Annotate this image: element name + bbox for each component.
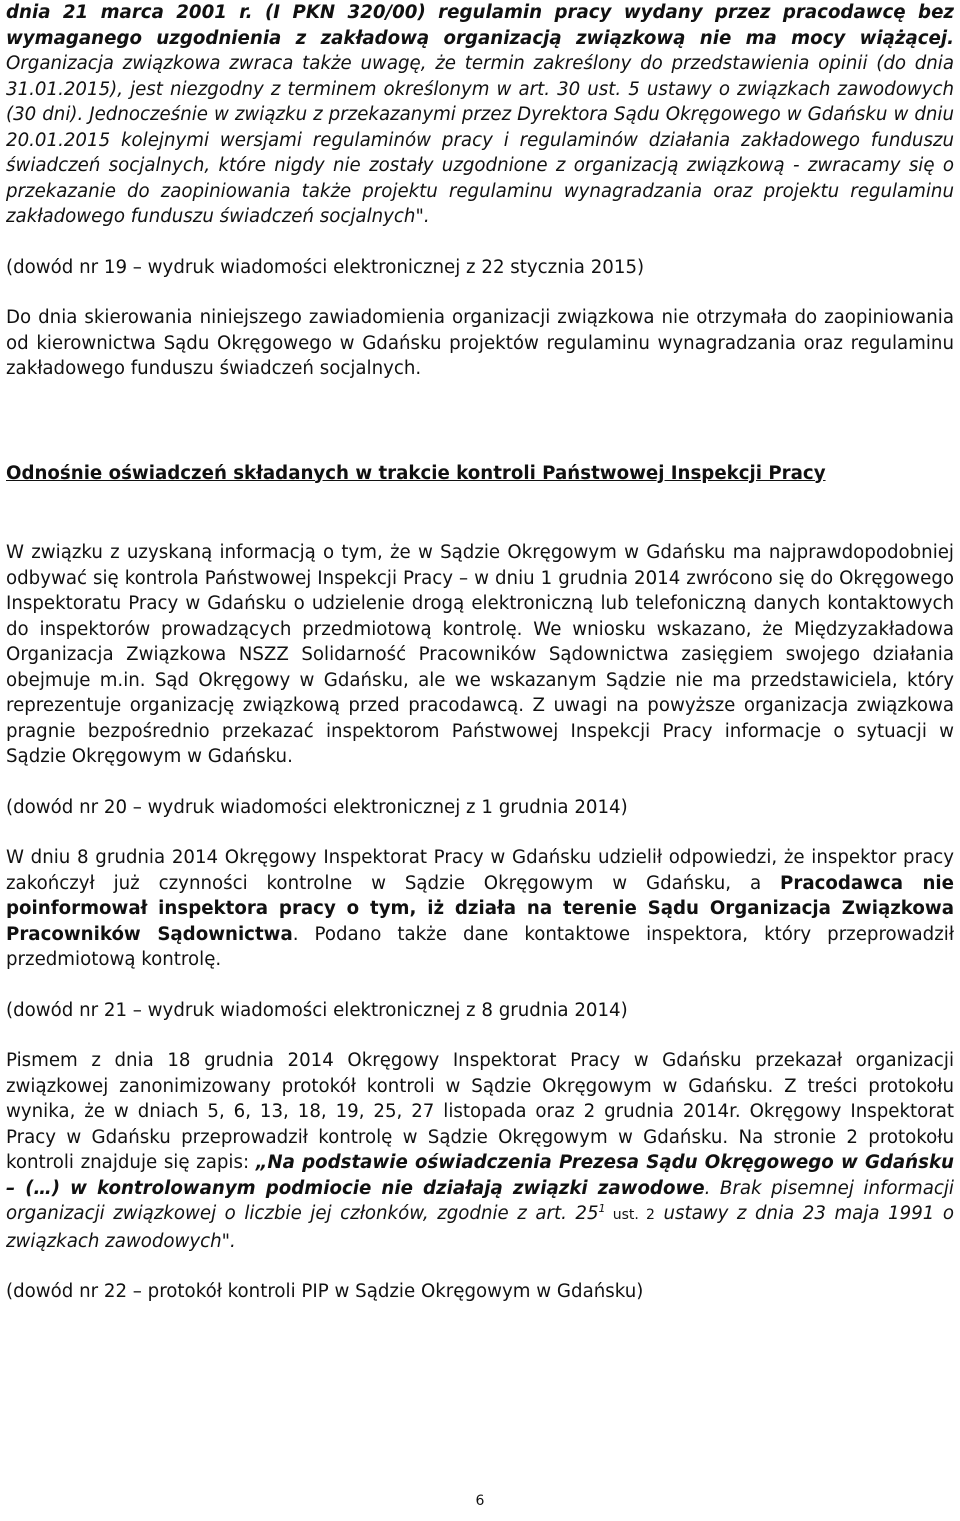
paragraph-quote-continuation — [6, 0, 954, 230]
paragraph-pip-reply — [6, 845, 954, 973]
paragraph-protocol — [6, 1048, 954, 1254]
protocol-quote-italic-2: ustawy z dnia 23 maja 1991 o związkach zawodowych". — [6, 1203, 954, 1252]
document-body — [6, 0, 954, 1305]
protocol-quote-bold: „Na podstawie oświadczenia Prezesa Sądu Okręgowego w Gdańsku – (…) w kontrolowanym podmiocie nie działają związki zawodowe — [6, 1152, 954, 1199]
protocol-quote-italic-1: . Brak pisemnej informacji organizacji związkowej o liczbie jej członków, zgodnie z art. 25 — [6, 1177, 954, 1224]
protocol-small-text: ust. 2 — [605, 1207, 655, 1223]
quote-italic-part: Organizacja związkowa zwraca także uwagę, że termin zakreślony do przedstawienia opinii (do dnia 31.01.2015), jest niezgodny z terminem określonym w art. 30 ust. 5 ustawy o związkach zawodowych (30 dni). Jednocześnie w związku z przekazanymi przez Dyrektora Sądu Okręgowego w Gdańsku w dniu 20.01.2015 kolejnymi wersjami regulaminów pracy i regulaminów działania zakładowego funduszu świadczeń socjalnych, które nigdy nie zostały uzgodnione z organizacją związkową - zwracamy się o przekazanie do zaopiniowania także projektu regulaminu wynagradzania oraz projektu regulaminu zakładowego funduszu świadczeń socjalnych". — [6, 53, 954, 227]
proof-20: (dowód nr 20 – wydruk wiadomości elektronicznej z 1 grudnia 2014) — [6, 796, 628, 818]
reply-text-2: . Podano także dane kontaktowe inspektora, który przeprowadził przedmiotową kontrolę. — [6, 923, 954, 970]
proof-19: (dowód nr 19 – wydruk wiadomości elektronicznej z 22 stycznia 2015) — [6, 256, 645, 278]
reply-bold-text: Pracodawca nie poinformował inspektora pracy o tym, iż działa na terenie Sądu Organizacja Związkowa Pracowników Sądownictwa — [6, 872, 954, 945]
reply-text-1: W dniu 8 grudnia 2014 Okręgowy Inspektorat Pracy w Gdańsku udzielił odpowiedzi, że inspektor pracy zakończył już czynności kontrolne w Sądzie Okręgowym w Gdańsku, a — [6, 847, 954, 894]
paragraph-pip-request: W związku z uzyskaną informacją o tym, że w Sądzie Okręgowym w Gdańsku ma najprawdopodobniej odbywać się kontrola Państwowej Inspekcji Pracy – w dniu 1 grudnia 2014 zwrócono się do Okręgowego Inspektoratu Pracy w Gdańsku o udzielenie drogą elektroniczną lub telefoniczną danych kontaktowych do inspektorów prowadzących przedmiotową kontrolę. We wniosku wskazano, że Międzyzakładowa Organizacja Związkowa NSZZ Solidarność Pracowników Sądownictwa zasięgiem swojego działania obejmuje m.in. Sąd Okręgowy w Gdańsku, ale we wskazanym Sądzie nie ma przedstawiciela, który reprezentuje organizację związkową przed pracodawcą. Z uwagi na powyższe organizacja związkowa pragnie bezpośrednio przekazać inspektorom Państwowej Inspekcji Pracy informacje o sytuacji w Sądzie Okręgowym w Gdańsku. — [6, 542, 954, 767]
quote-bold-part: dnia 21 marca 2001 r. (I PKN 320/00) regulamin pracy wydany przez pracodawcę bez wymaganego uzgodnienia z zakładową organizacją związkową nie ma mocy wiążącej. — [6, 2, 954, 49]
page-number: 6 — [475, 1493, 485, 1509]
paragraph-no-opinion: Do dnia skierowania niniejszego zawiadomienia organizacji związkowa nie otrzymała do zaopiniowania od kierownictwa Sądu Okręgowego w Gdańsku projektów regulaminu wynagradzania oraz regulaminu zakładowego funduszu świadczeń socjalnych. — [6, 307, 954, 379]
proof-22: (dowód nr 22 – protokół kontroli PIP w Sądzie Okręgowym w Gdańsku) — [6, 1281, 644, 1302]
protocol-text: Pismem z dnia 18 grudnia 2014 Okręgowy Inspektorat Pracy w Gdańsku przekazał organizacji związkowej zanonimizowany protokół kontroli w Sądzie Okręgowym w Gdańsku. Z treści protokołu wynika, że w dniach 5, 6, 13, 18, 19, 25, 27 listopada oraz 2 grudnia 2014r. Okręgowy Inspektorat Pracy w Gdańsku przeprowadził kontrolę w Sądzie Okręgowym w Gdańsku. Na stronie 2 protokołu kontroli znajduje się zapis: — [6, 1050, 954, 1173]
proof-21: (dowód nr 21 – wydruk wiadomości elektronicznej z 8 grudnia 2014) — [6, 999, 628, 1021]
superscript-one: 1 — [598, 1201, 606, 1215]
section-heading: Odnośnie oświadczeń składanych w trakcie kontroli Państwowej Inspekcji Pracy — [6, 462, 826, 484]
